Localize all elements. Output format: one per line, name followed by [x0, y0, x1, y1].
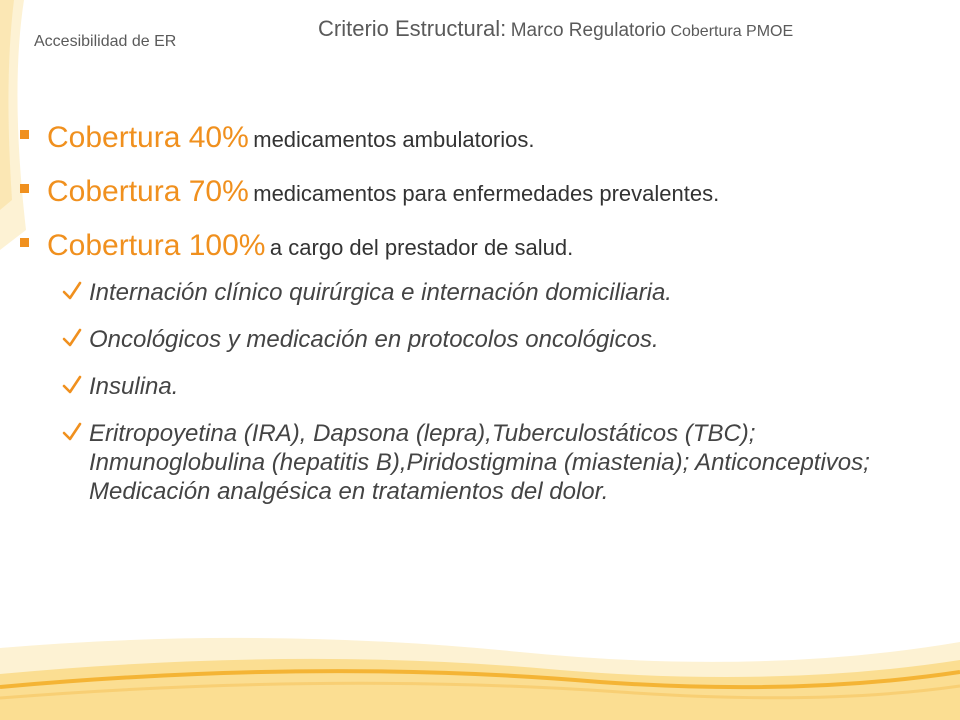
- checkmark-icon: [62, 374, 82, 396]
- bullet-item: [14, 174, 894, 210]
- checkmark-icon: [62, 327, 82, 349]
- checklist-item: [62, 372, 894, 401]
- bullet-lead: Cobertura 70%: [47, 175, 249, 208]
- section-label: Accesibilidad de ER: [34, 33, 177, 50]
- header-title-mid: Marco Regulatorio: [510, 20, 666, 41]
- square-bullet-icon: [20, 184, 29, 193]
- checklist-text: Eritropoyetina (IRA), Dapsona (lepra),Tuberculostáticos (TBC); Inmunoglobulina (hepatitis B),Piridostigmina (miastenia); Anticonceptivos; Medicación analgésica en tratamientos del dolor.: [89, 420, 870, 505]
- bullet-item: [14, 120, 894, 156]
- square-bullet-icon: [20, 130, 29, 139]
- checkmark-icon: [62, 280, 82, 302]
- checklist: [14, 278, 894, 506]
- checklist-item: [62, 325, 894, 354]
- bullet-lead: Cobertura 40%: [47, 121, 249, 154]
- square-bullet-icon: [20, 238, 29, 247]
- checklist-text: Insulina.: [89, 373, 179, 400]
- slide-content: [14, 120, 894, 524]
- slide-header-title: [318, 16, 793, 42]
- bullet-lead: Cobertura 100%: [47, 229, 266, 262]
- checklist-item: [62, 419, 894, 506]
- header-title-main: Criterio Estructural:: [318, 16, 507, 41]
- checklist-text: Oncológicos y medicación en protocolos oncológicos.: [89, 326, 659, 353]
- bullet-text: medicamentos ambulatorios.: [253, 127, 535, 152]
- bullet-item: [14, 228, 894, 264]
- bullet-text: medicamentos para enfermedades prevalentes.: [253, 181, 720, 206]
- checkmark-icon: [62, 421, 82, 443]
- checklist-text: Internación clínico quirúrgica e internación domiciliaria.: [89, 279, 672, 306]
- checklist-item: [62, 278, 894, 307]
- bottom-swoosh-decoration: [0, 590, 960, 720]
- bullet-text: a cargo del prestador de salud.: [269, 235, 574, 260]
- header-title-small: Cobertura PMOE: [670, 23, 794, 40]
